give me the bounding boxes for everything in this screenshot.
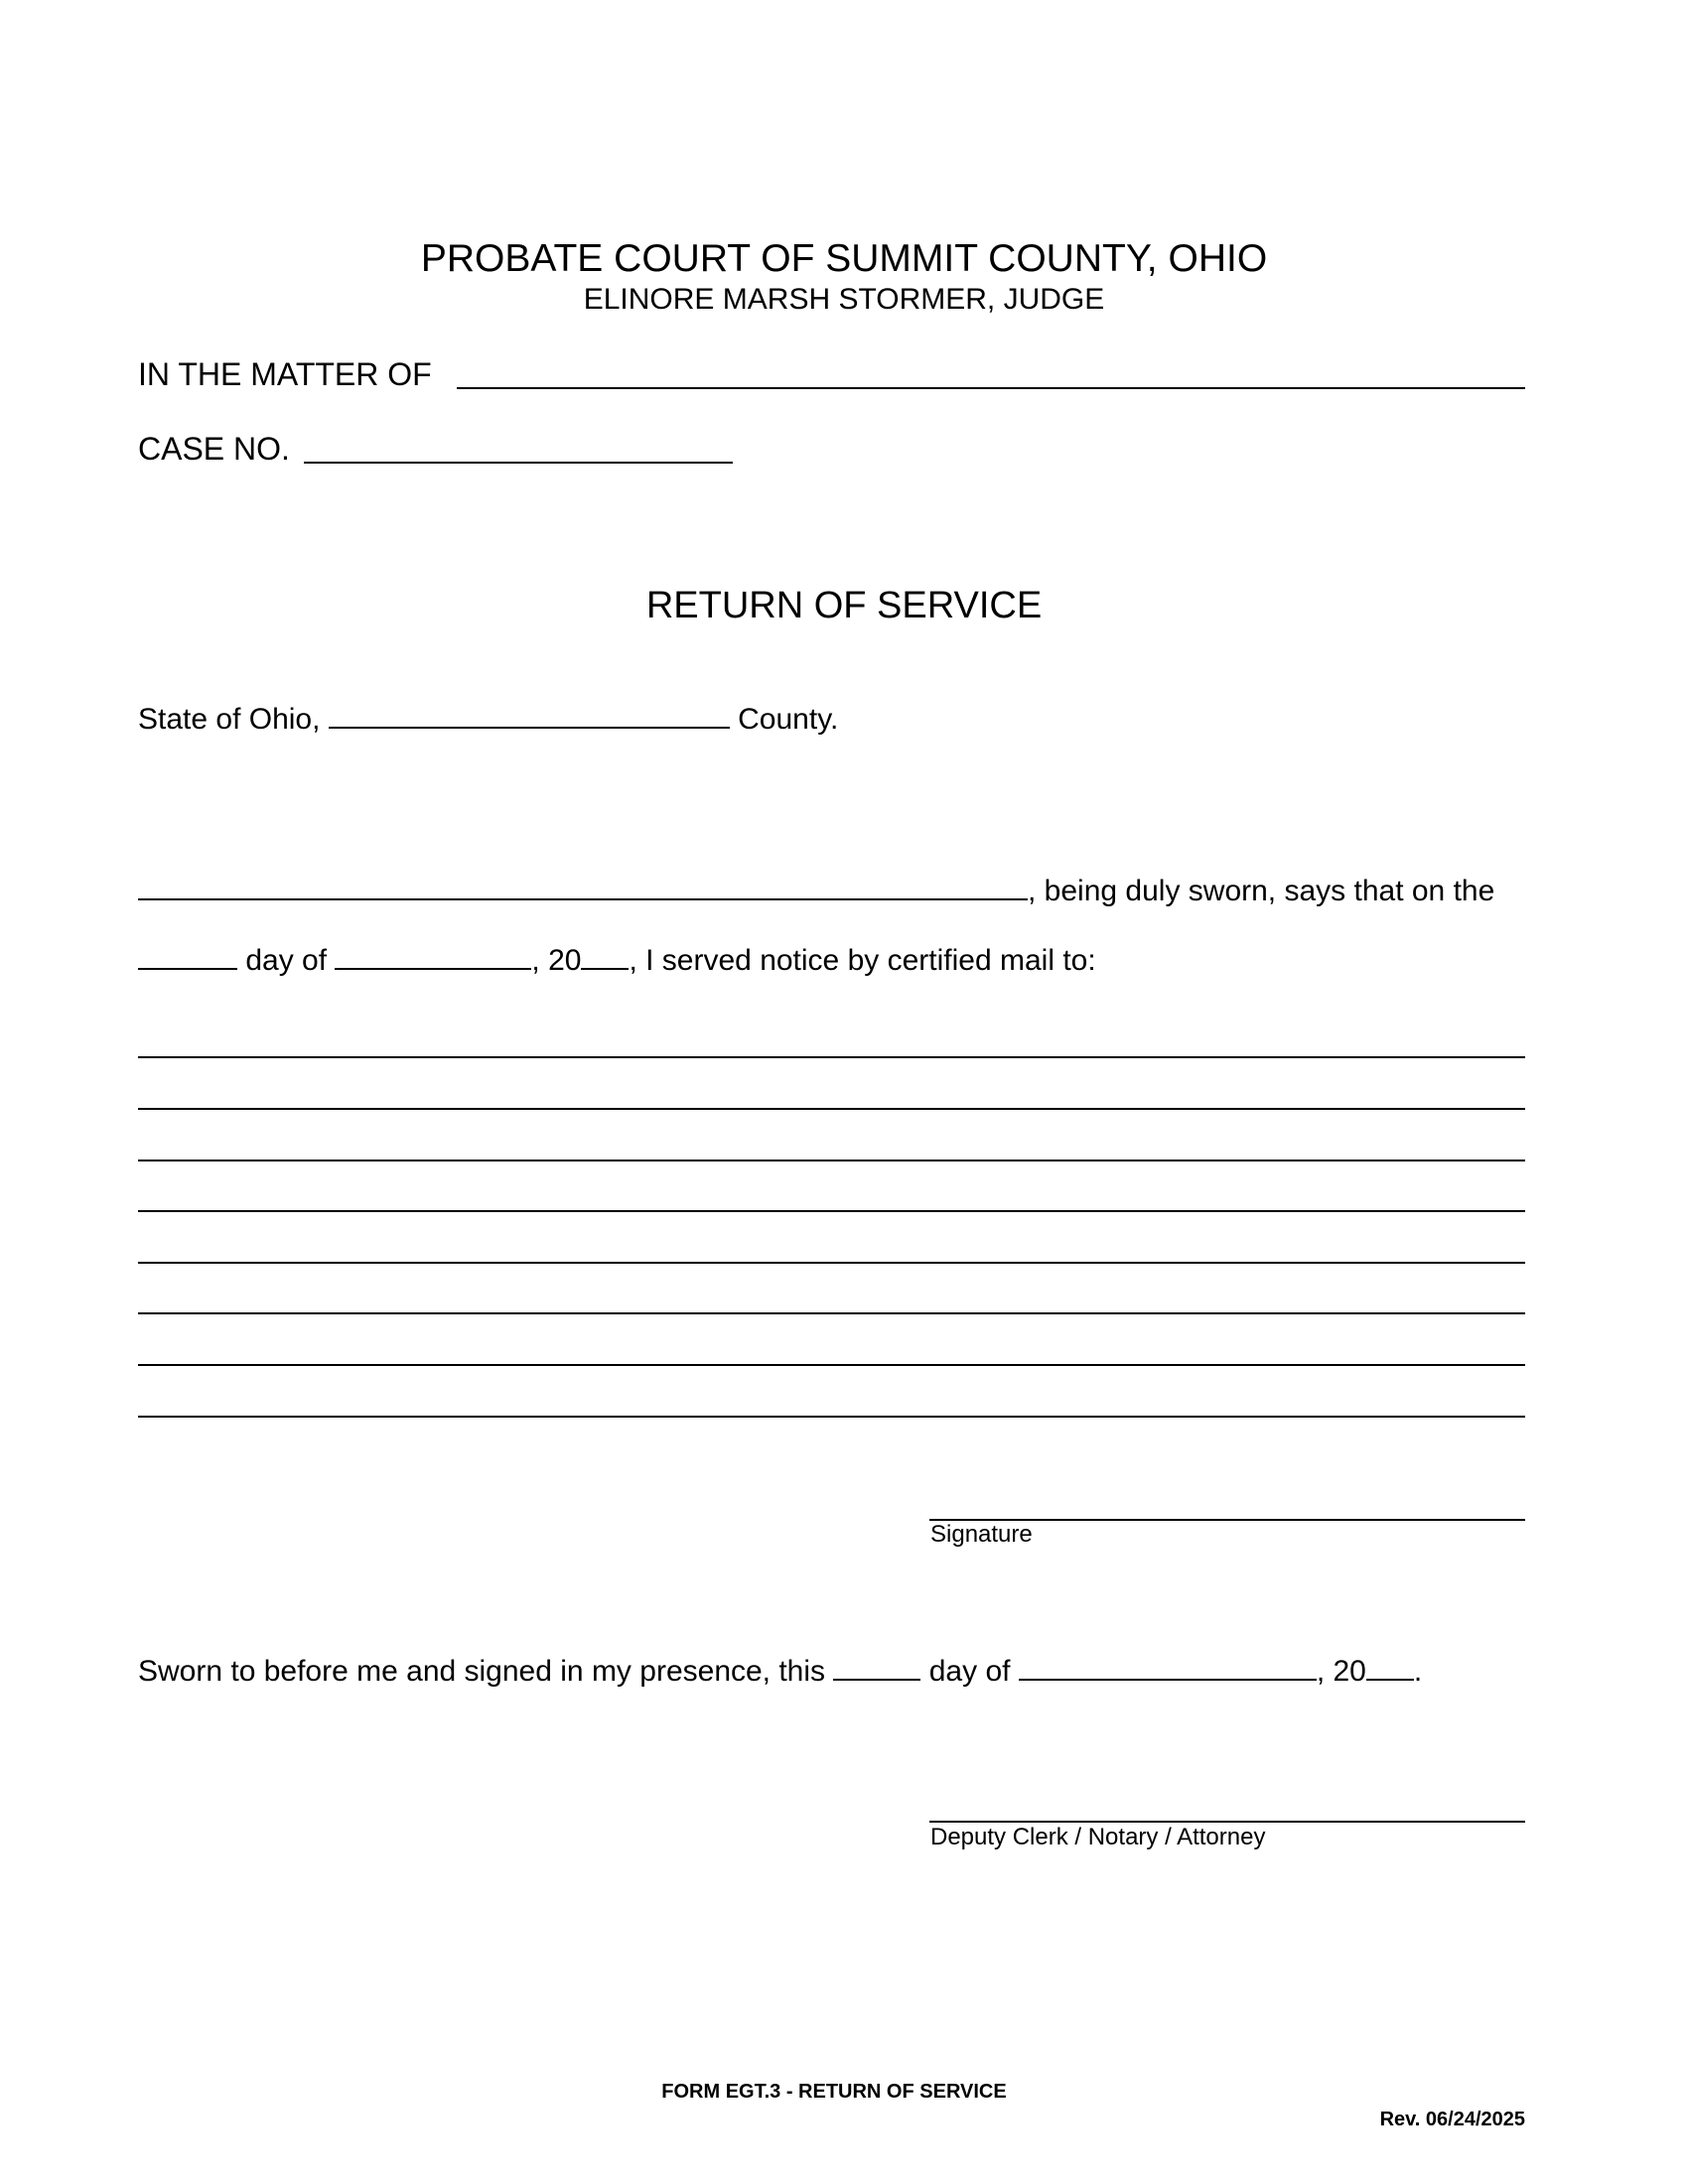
affidavit-sworn-text: , being duly sworn, says that on the: [1028, 875, 1495, 907]
venue-suffix: County.: [738, 703, 839, 736]
affiant-name-field[interactable]: [138, 871, 1028, 900]
recipient-line[interactable]: [138, 1262, 1525, 1264]
signature-label: Signature: [930, 1521, 1033, 1548]
sworn-text: Sworn to before me and signed in my presence, this: [138, 1655, 826, 1688]
day-of-text: day of: [245, 944, 328, 977]
sworn-day-of-text: day of: [928, 1655, 1011, 1688]
sworn-day-field[interactable]: [833, 1651, 920, 1681]
court-title: PROBATE COURT OF SUMMIT COUNTY, OHIO: [420, 237, 1268, 280]
sworn-year-field[interactable]: [1366, 1651, 1414, 1681]
sworn-line: [138, 1651, 1422, 1690]
case-no-field[interactable]: [304, 462, 733, 464]
recipient-line[interactable]: [138, 1160, 1525, 1161]
service-day-field[interactable]: [138, 940, 237, 970]
served-text: , I served notice by certified mail to:: [629, 944, 1096, 977]
recipient-line[interactable]: [138, 1416, 1525, 1418]
year-prefix-text: , 20: [531, 944, 582, 977]
county-field[interactable]: [329, 699, 730, 729]
recipient-line[interactable]: [138, 1210, 1525, 1212]
recipient-line[interactable]: [138, 1312, 1525, 1314]
service-year-field[interactable]: [581, 940, 629, 970]
affidavit-line-2: [138, 940, 1096, 979]
sworn-year-prefix: , 20: [1316, 1655, 1366, 1688]
affidavit-line-1: [138, 871, 1494, 909]
official-label: Deputy Clerk / Notary / Attorney: [930, 1824, 1266, 1850]
judge-name: ELINORE MARSH STORMER, JUDGE: [583, 283, 1105, 316]
service-month-field[interactable]: [335, 940, 531, 970]
recipient-line[interactable]: [138, 1364, 1525, 1366]
matter-label: IN THE MATTER OF: [138, 356, 432, 392]
official-signature-field[interactable]: [929, 1821, 1525, 1823]
revision-date: Rev. 06/24/2025: [1379, 2109, 1525, 2130]
recipient-line[interactable]: [138, 1108, 1525, 1110]
form-title: RETURN OF SERVICE: [645, 585, 1043, 626]
recipient-line[interactable]: [138, 1056, 1525, 1058]
matter-field[interactable]: [457, 387, 1525, 389]
case-no-label: CASE NO.: [138, 431, 290, 467]
sworn-end: .: [1413, 1655, 1423, 1688]
venue-line: [138, 699, 838, 738]
sworn-month-field[interactable]: [1019, 1651, 1317, 1681]
venue-prefix: State of Ohio,: [138, 703, 321, 736]
form-id: FORM EGT.3 - RETURN OF SERVICE: [661, 2081, 1007, 2103]
